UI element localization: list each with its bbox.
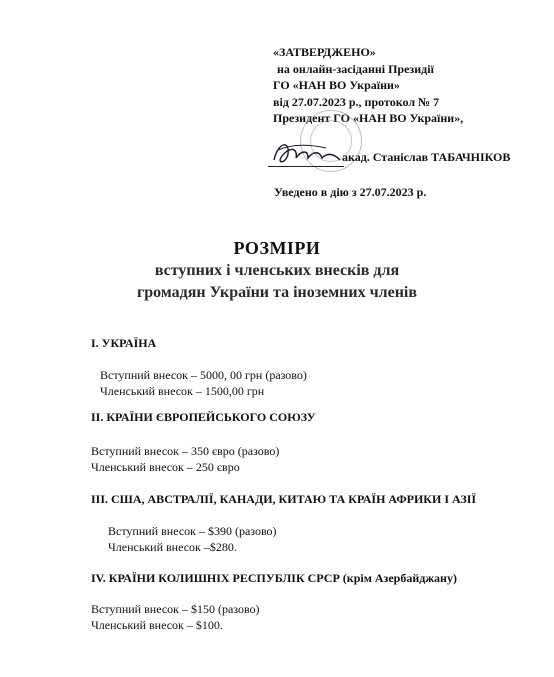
section-heading-ussr: IV. КРАЇНИ КОЛИШНІХ РЕСПУБЛІК СРСР (крім Азербайджану) xyxy=(91,571,457,585)
entry-fee-ukraine: Вступний внесок – 5000, 00 грн (разово) xyxy=(100,368,307,382)
signature-line xyxy=(268,166,344,167)
document-subtitle-2: громадян України та іноземних членів xyxy=(136,284,418,301)
membership-fee-ussr: Членський внесок – $100. xyxy=(91,618,223,632)
approval-heading: «ЗАТВЕРДЖЕНО» xyxy=(273,45,376,59)
membership-fee-usa-asia: Членський внесок –$280. xyxy=(108,540,237,554)
signatory-name: акад. Станіслав ТАБАЧНІКОВ xyxy=(342,150,511,164)
membership-fee-ukraine: Членський внесок – 1500,00 грн xyxy=(100,384,265,398)
document-title: РОЗМІРИ xyxy=(233,238,321,258)
section-heading-ukraine: І. УКРАЇНА xyxy=(91,336,157,350)
document-subtitle-1: вступних і членських внесків для xyxy=(154,262,400,279)
section-heading-usa-asia: ІІІ. США, АВСТРАЛІЇ, КАНАДИ, КИТАЮ ТА КРАЇН АФРИКИ І АЗІЇ xyxy=(91,492,477,506)
approval-meeting: на онлайн-засіданні Президії xyxy=(277,61,434,76)
handwritten-signature xyxy=(268,136,348,170)
section-heading-eu: ІІ. КРАЇНИ ЄВРОПЕЙСЬКОГО СОЮЗУ xyxy=(91,410,316,424)
approval-president: Президент ГО «НАН ВО України», xyxy=(273,111,464,125)
effective-date: Уведено в дію з 27.07.2023 р. xyxy=(274,185,427,199)
entry-fee-ussr: Вступний внесок – $150 (разово) xyxy=(91,602,260,616)
approval-block xyxy=(273,44,463,127)
entry-fee-eu: Вступний внесок – 350 євро (разово) xyxy=(91,444,280,458)
entry-fee-usa-asia: Вступний внесок – $390 (разово) xyxy=(108,524,277,538)
membership-fee-eu: Членський внесок – 250 євро xyxy=(91,460,240,474)
approval-protocol: від 27.07.2023 р., протокол № 7 xyxy=(273,94,440,109)
approval-organization: ГО «НАН ВО України» xyxy=(273,78,400,92)
